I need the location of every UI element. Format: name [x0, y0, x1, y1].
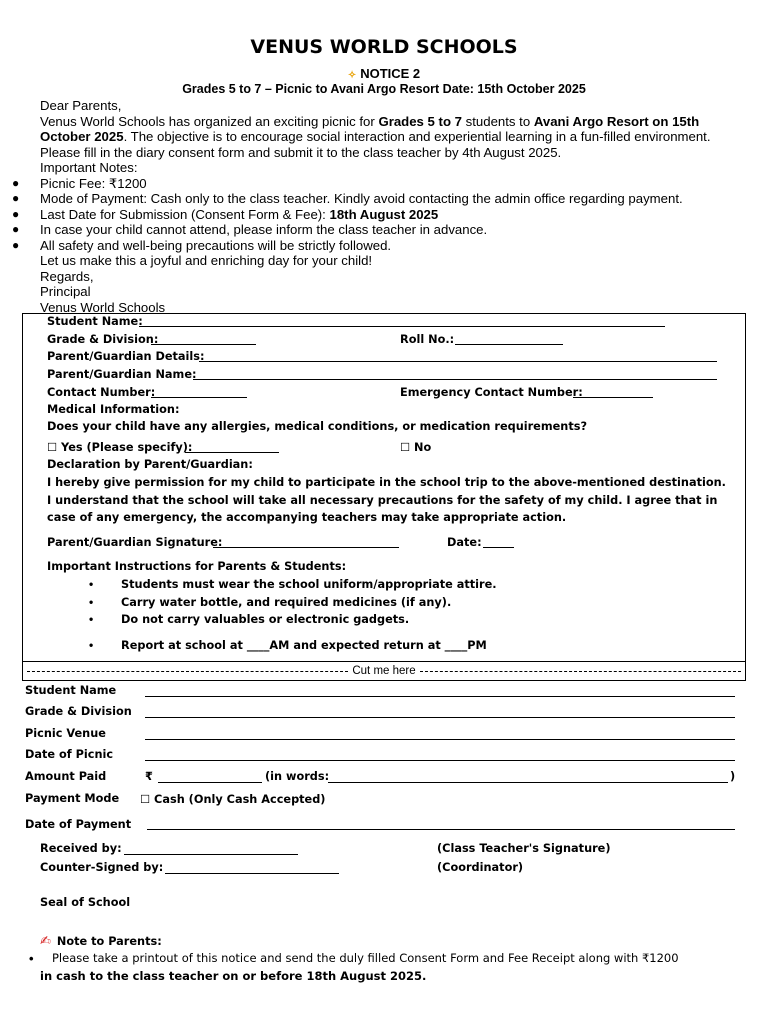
list-item: ● Mode of Payment: Cash only to the class teacher. Kindly avoid contacting the admin office regarding payment. [12, 191, 683, 206]
list-item: ● Last Date for Submission (Consent Form & Fee): 18th August 2025 [12, 206, 439, 222]
contact-number-field[interactable] [151, 397, 247, 398]
guardian-details-label: Parent/Guardian Details: [47, 350, 205, 363]
no-checkbox[interactable]: ☐ No [400, 441, 432, 454]
receipt-grade-field[interactable] [145, 717, 735, 718]
bullet-icon: • [89, 595, 94, 609]
consent-form [22, 313, 746, 662]
counter-signed-field[interactable] [165, 873, 339, 874]
contact-number-label: Contact Number: [47, 386, 156, 399]
counter-signed-label: Counter-Signed by: [40, 861, 164, 874]
roll-no-label: Roll No.: [400, 333, 455, 346]
dashed-divider [27, 671, 348, 672]
instruction-item: Report at school at ____AM and expected return at ____PM [121, 639, 487, 652]
note-heading: ✍ Note to Parents: [40, 934, 162, 949]
note-text: Please take a printout of this notice and send the duly filled Consent Form and Fee Receipt along with ₹1200 [52, 951, 679, 965]
receipt-payment-mode-label: Payment Mode [25, 792, 120, 805]
note-text-continued: in cash to the class teacher on or before 18th August 2025. [40, 969, 427, 983]
list-item: ● Picnic Fee: ₹1200 [12, 175, 147, 191]
receipt-payment-date-field[interactable] [147, 829, 735, 830]
medical-question: Does your child have any allergies, medical conditions, or medication requirements? [47, 420, 587, 433]
pencil-icon: ✍ [40, 934, 51, 949]
yes-checkbox[interactable]: ☐ Yes (Please specify): [47, 441, 193, 454]
close-paren: ) [730, 770, 736, 783]
school-title: VENUS WORLD SCHOOLS [250, 36, 518, 58]
receipt-venue-field[interactable] [145, 739, 735, 740]
receipt-student-name-label: Student Name [25, 684, 117, 697]
class-teacher-signature-label: (Class Teacher's Signature) [437, 842, 611, 855]
receipt-picnic-date-field[interactable] [145, 760, 735, 761]
emergency-contact-field[interactable] [573, 397, 653, 398]
student-name-field[interactable] [139, 326, 665, 327]
emergency-contact-label: Emergency Contact Number: [400, 386, 583, 399]
receipt-payment-date-label: Date of Payment [25, 818, 132, 831]
student-name-label: Student Name: [47, 315, 143, 328]
cut-line [22, 662, 746, 681]
guardian-name-field[interactable] [193, 379, 717, 380]
guardian-details-field[interactable] [199, 361, 717, 362]
instruction-item: Carry water bottle, and required medicines (if any). [121, 596, 452, 609]
dashed-divider [420, 671, 741, 672]
notice-subtitle: Grades 5 to 7 – Picnic to Avani Argo Resort Date: 15th October 2025 [182, 82, 586, 96]
notes-list [12, 175, 750, 254]
date-field[interactable] [483, 547, 514, 548]
seal-label: Seal of School [40, 896, 131, 909]
signature-field[interactable] [213, 547, 399, 548]
received-by-field[interactable] [124, 854, 298, 855]
signature-label: Parent/Guardian Signature: [47, 536, 223, 549]
medical-info-label: Medical Information: [47, 403, 180, 416]
intro-paragraph: Venus World Schools has organized an exciting picnic for Grades 5 to 7 students to Avani Argo Resort on 15th October 2025. The objective is to encourage social interaction and experiential learning in a fun-filled environment. Please fill in the diary consent form and submit it to the class teacher by 4th August 2025. [40, 113, 711, 160]
date-label: Date: [447, 536, 482, 549]
list-item: ● In case your child cannot attend, please inform the class teacher in advance. [12, 222, 488, 237]
bullet-icon: • [89, 577, 94, 591]
receipt-picnic-date-label: Date of Picnic [25, 748, 114, 761]
cash-checkbox[interactable]: ☐ Cash (Only Cash Accepted) [140, 793, 326, 806]
cut-label: Cut me here [352, 665, 416, 677]
roll-no-field[interactable] [455, 344, 563, 345]
medical-specify-field[interactable] [185, 452, 279, 453]
declaration-heading: Declaration by Parent/Guardian: [47, 458, 253, 471]
coordinator-label: (Coordinator) [437, 861, 524, 874]
grade-division-field[interactable] [151, 344, 256, 345]
letter-body [12, 98, 750, 315]
rupee-symbol: ₹ [145, 770, 153, 783]
receipt-in-words-field[interactable] [328, 782, 728, 783]
instruction-item: Do not carry valuables or electronic gadgets. [121, 613, 410, 626]
bullet-icon: • [29, 951, 34, 966]
signer-org: Venus World Schools [40, 299, 166, 315]
declaration-text: I hereby give permission for my child to participate in the school trip to the above-mentioned destination. I understand that the school will take all necessary precautions for the safety of my child. I agree that in case of any emergency, the accompanying teachers may take appropriate action. [47, 476, 726, 524]
received-by-label: Received by: [40, 842, 122, 855]
bullet-icon: • [89, 612, 94, 626]
receipt-venue-label: Picnic Venue [25, 727, 106, 740]
instruction-item: Students must wear the school uniform/appropriate attire. [121, 578, 497, 591]
closing-line: Let us make this a joyful and enriching day for your child! [40, 253, 373, 268]
signer-title: Principal [40, 284, 91, 299]
grade-division-label: Grade & Division: [47, 333, 159, 346]
sparkle-icon: ✧ [347, 70, 357, 81]
bullet-icon: • [89, 638, 94, 652]
guardian-name-label: Parent/Guardian Name: [47, 368, 197, 381]
list-item: ● All safety and well-being precautions will be strictly followed. [12, 237, 392, 253]
in-words-label: (in words: [265, 770, 330, 783]
notice-heading [0, 66, 768, 81]
receipt-amount-label: Amount Paid [25, 770, 107, 783]
receipt-student-name-field[interactable] [145, 696, 735, 697]
receipt-amount-field[interactable] [158, 782, 262, 783]
receipt-grade-label: Grade & Division [25, 705, 132, 718]
notice-label: NOTICE 2 [360, 66, 421, 81]
instructions-heading: Important Instructions for Parents & Students: [47, 560, 347, 573]
greeting: Dear Parents, [40, 98, 122, 113]
regards: Regards, [40, 268, 94, 284]
notes-heading: Important Notes: [40, 160, 138, 175]
